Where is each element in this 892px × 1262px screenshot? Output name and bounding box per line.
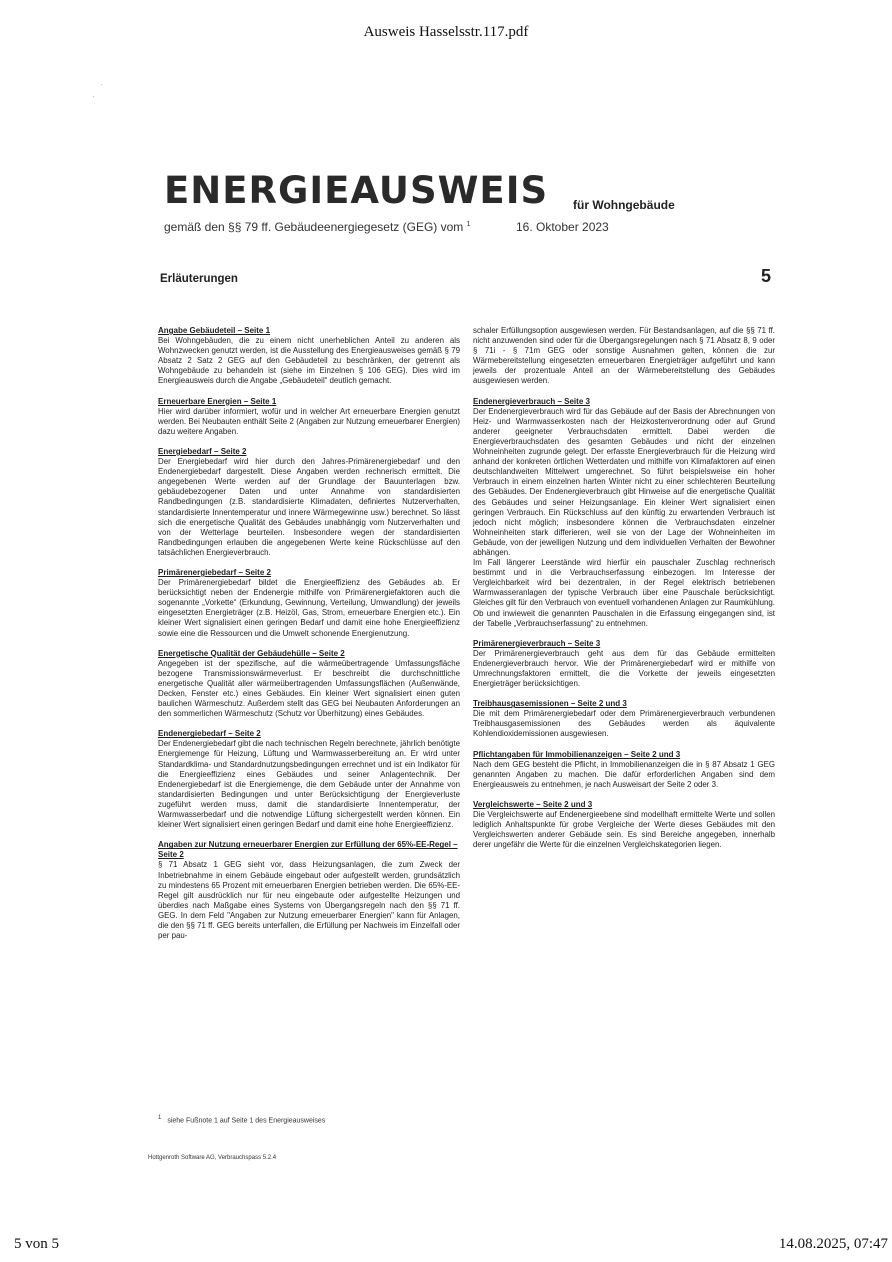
footnote-number: 1 bbox=[158, 1115, 162, 1121]
text-block bbox=[473, 699, 775, 739]
block-text: § 71 Absatz 1 GEG sieht vor, dass Heizungsanlagen, die zum Zweck der Inbetriebnahme in einem Gebäude eingebaut oder aufgestellt werden, grundsätzlich zu mindestens 65 Prozent mit erneuerbaren Energien betrieben werden. Die 65%-EE-Regel gilt ausdrücklich nur für neu eingebaute oder aufgestellte Heizungen und überdies nach Maßgabe eines Systems von Übergangsregeln nach den §§ 71 ff. GEG. In dem Feld "Angaben zur Nutzung erneuerbarer Energien" kann für Anlagen, die den §§ 71 ff. GEG bereits unterfallen, die Erfüllung per Nachweis im Einzelfall oder per pau- bbox=[158, 860, 460, 941]
block-heading: Energiebedarf – Seite 2 bbox=[158, 446, 247, 456]
text-block bbox=[158, 649, 460, 720]
section-title: Erläuterungen bbox=[160, 273, 238, 285]
document-subtitle: gemäß den §§ 79 ff. Gebäudeenergiegesetz (GEG) vom $^1$ bbox=[164, 220, 471, 234]
text-block bbox=[473, 397, 775, 629]
block-heading: Erneuerbare Energien – Seite 1 bbox=[158, 396, 277, 406]
block-text: Hier wird darüber informiert, wofür und in welcher Art erneuerbare Energien genutzt werden. Bei Neubauten enthält Seite 2 (Angaben zur Nutzung erneuerbarer Energien) dazu weitere Angaben. bbox=[158, 406, 460, 436]
block-heading: Energetische Qualität der Gebäudehülle – Seite 2 bbox=[158, 648, 345, 658]
document-page-number: 5 bbox=[761, 266, 772, 286]
block-text: Bei Wohngebäuden, die zu einem nicht unerheblichen Anteil zu anderen als Wohnzwecken genutzt werden, ist die Ausstellung des Energieausweises gemäß § 79 Absatz 2 Satz 2 GEG auf den Gebäudeteil zu beschränken, der getrennt als Wohngebäude zu behandeln ist (siehe im Einzelnen § 106 GEG). Dies wird im Energieausweis durch die Angabe „Gebäudeteil“ deutlich gemacht. bbox=[158, 336, 460, 386]
document-brand-title: ENERGIEAUSWEIS bbox=[164, 169, 549, 212]
block-heading: Endenergiebedarf – Seite 2 bbox=[158, 729, 261, 739]
block-heading: Pflichtangaben für Immobilienanzeigen – Seite 2 und 3 bbox=[473, 749, 681, 759]
text-block bbox=[158, 447, 460, 558]
footnote bbox=[158, 1115, 325, 1124]
block-heading: Primärenergiebedarf – Seite 2 bbox=[158, 567, 271, 577]
scan-speck: · bbox=[100, 80, 103, 89]
energy-certificate-page bbox=[148, 168, 788, 1178]
block-text: Der Primärenergiebedarf bildet die Energieeffizienz des Gebäudes ab. Er berücksichtigt neben der Endenergie mithilfe von Primärenergiefaktoren auch die sogenannte „Vorkette“ (Erkundung, Gewinnung, Verteilung, Umwandlung) der jeweils eingesetzten Energieträger (z.B. Heizöl, Gas, Strom, erneuerbare Energien etc.). Ein kleiner Wert signalisiert einen geringen Bedarf und damit eine hohe Energieeffizienz sowie eine die Ressourcen und die Umwelt schonende Energienutzung. bbox=[158, 578, 460, 638]
block-text: schaler Erfüllungsoption ausgewiesen werden. Für Bestandsanlagen, auf die §§ 71 ff. nicht anzuwenden sind oder für die Übergangsregelungen nach § 71 Absatz 8, 9 oder § 71i - § 71m GEG oder sonstige Ausnahmen gelten, können die zur Wärmebereitstellung eingesetzten erneuerbaren Energieträger aufgeführt und kann jeweils der prozentuale Anteil an der Wärmebereitstellung des Gebäudes ausgewiesen werden. bbox=[473, 326, 775, 386]
browser-title: Ausweis Hasselsstr.117.pdf bbox=[363, 24, 529, 40]
footnote-text: siehe Fußnote 1 auf Seite 1 des Energieausweises bbox=[167, 1117, 326, 1125]
text-block bbox=[158, 729, 460, 830]
text-block bbox=[158, 840, 460, 941]
text-block bbox=[158, 326, 460, 387]
block-heading: Primärenergieverbrauch – Seite 3 bbox=[473, 638, 601, 648]
block-heading: Angaben zur Nutzung erneuerbarer Energien zur Erfüllung der 65%-EE-Regel – Seite 2 bbox=[158, 840, 458, 860]
text-block bbox=[473, 639, 775, 689]
block-text: Der Energiebedarf wird hier durch den Jahres-Primärenergiebedarf und den Endenergiebedarf dargestellt. Diese Angaben werden rechnerisch ermittelt. Die angegebenen Werte werden auf der Grundlage der Bauunterlagen bzw. gebäudebezogener Daten und unter Annahme von standardisierten Randbedingungen (z.B. standardisierte Klimadaten, definiertes Nutzerverhalten, standardisierte Innentemperatur und innere Wärmegewinne usw.) berechnet. So lässt sich die energetische Qualität des Gebäudes unabhängig vom Nutzerverhalten und von der Wetterlage beurteilen. Insbesondere wegen der standardisierten Randbedingungen erlauben die angegebenen Werte keine Rückschlüsse auf den tatsächlichen Energieverbrauch. bbox=[158, 457, 460, 557]
block-text: Der Endenergiebedarf gibt die nach technischen Regeln berechnete, jährlich benötigte Energiemenge für Heizung, Lüftung und Warmwasserbereitung an. Er wird unter Standardklima- und Standardnutzungsbedingungen errechnet und ist ein Indikator für die Energieeffizienz eines Gebäudes und seiner Anlagentechnik. Der Endenergiebedarf ist die Energiemenge, die dem Gebäude unter der Annahme von standardisierten Bedingungen und unter Berücksichtigung der Energieverluste zugeführt werden muss, damit die standardisierte Innentemperatur, der Warmwasserbedarf und die notwendige Lüftung sichergestellt werden können. Ein kleiner Wert signalisiert einen geringen Bedarf und damit eine hohe Energieeffizienz. bbox=[158, 739, 460, 830]
page-indicator: 5 von 5 bbox=[14, 1236, 59, 1252]
left-column bbox=[158, 326, 460, 951]
block-heading: Treibhausgasemissionen – Seite 2 und 3 bbox=[473, 699, 627, 709]
text-block bbox=[158, 568, 460, 639]
print-timestamp: 14.08.2025, 07:47 bbox=[778, 1236, 888, 1252]
block-heading: Vergleichswerte – Seite 2 und 3 bbox=[473, 799, 593, 809]
text-block bbox=[473, 326, 775, 387]
text-block bbox=[473, 750, 775, 790]
right-column bbox=[473, 326, 775, 860]
document-date: 16. Oktober 2023 bbox=[516, 220, 609, 234]
block-text-continued: Im Fall längerer Leerstände wird hierfür ein pauschaler Zuschlag rechnerisch bestimmt und in die Verbrauchserfassung einbezogen. Im Interesse der Vergleichbarkeit wird bei dezentralen, in der Regel elektrisch betriebenen Warmwasseranlagen der typische Verbrauch über eine Pauschale berücksichtigt. Gleiches gilt für den Verbrauch von eventuell vorhandenen Anlagen zur Raumkühlung. Ob und inwieweit die genannten Pauschalen in die Erfassung eingegangen sind, ist der Tabelle „Verbrauchserfassung“ zu entnehmen. bbox=[473, 558, 775, 628]
scan-speck: · bbox=[92, 92, 95, 101]
block-text: Der Endenergieverbrauch wird für das Gebäude auf der Basis der Abrechnungen von Heiz- und Warmwasserkosten nach der Heizkostenverordnung oder auf Grund anderer geeigneter Verbrauchsdaten ermittelt. Dabei werden die Energieverbrauchsdaten des gesamten Gebäudes und nicht der einzelnen Wohneinheiten zugrunde gelegt. Der erfasste Energieverbrauch für die Heizung wird anhand der konkreten örtlichen Wetterdaten und mithilfe von Klimafaktoren auf einen deutschlandweiten Mittelwert umgerechnet. So führt beispielsweise ein hoher Verbrauch in einem einzelnen harten Winter nicht zu einer schlechteren Beurteilung des Gebäudes. Der Endenergieverbrauch gibt Hinweise auf die energetische Qualität des Gebäudes und seiner Heizungsanlage. Ein kleiner Wert signalisiert einen geringen Verbrauch. Ein Rückschluss auf den künftig zu erwartenden Verbrauch ist jedoch nicht möglich; insbesondere können die Verbrauchsdaten einzelner Wohneinheiten stark differieren, weil sie von der Lage der Wohneinheiten im Gebäude, von der jeweiligen Nutzung und dem individuellen Verhalten der Bewohner abhängen. bbox=[473, 406, 775, 557]
block-text: Die mit dem Primärenergiebedarf oder dem Primärenergieverbrauch verbundenen Treibhausgasemissionen des Gebäudes werden als äquivalente Kohlendioxidemissionen ausgewiesen. bbox=[473, 709, 775, 739]
block-text: Die Vergleichswerte auf Endenergieebene sind modellhaft ermittelte Werte und sollen lediglich Anhaltspunkte für grobe Vergleiche der Werte dieses Gebäudes mit den Vergleichswerten anderer Gebäude sein. Es sind Bereiche angegeben, innerhalb derer ungefähr die Werte für die einzelnen Vergleichskategorien liegen. bbox=[473, 810, 775, 850]
block-heading: Angabe Gebäudeteil – Seite 1 bbox=[158, 326, 271, 335]
text-block bbox=[473, 800, 775, 850]
block-text: Nach dem GEG besteht die Pflicht, in Immobilienanzeigen die in § 87 Absatz 1 GEG genannten Angaben zu machen. Die dafür erforderlichen Angaben sind dem Energieausweis zu entnehmen, je nach Ausweisart der Seite 2 oder 3. bbox=[473, 759, 775, 789]
text-block bbox=[158, 397, 460, 437]
block-text: Der Primärenergieverbrauch geht aus dem für das Gebäude ermittelten Endenergieverbrauch hervor. Wie der Primärenergiebedarf wird er mithilfe von Umrechnungsfaktoren ermittelt, die die Vorkette der jeweils eingesetzten Energieträger berücksichtigen. bbox=[473, 648, 775, 689]
footnote-mark: 1 bbox=[466, 221, 471, 228]
block-heading: Endenergieverbrauch – Seite 3 bbox=[473, 396, 590, 406]
software-note: Hottgenroth Software AG, Verbrauchspass 5.2.4 bbox=[148, 1155, 277, 1161]
document-type: für Wohngebäude bbox=[573, 198, 675, 212]
block-text: Angegeben ist der spezifische, auf die wärmeübertragende Umfassungsfläche bezogene Transmissionswärmeverlust. Er beschreibt die durchschnittliche energetische Qualität aller wärmeübertragenden Umfassungsflächen (Außenwände, Decken, Fenster etc.) eines Gebäudes. Ein kleiner Wert signalisiert einen guten baulichen Wärmeschutz. Außerdem stellt das GEG bei Neubauten Anforderungen an den sommerlichen Wärmeschutz (Schutz vor Überhitzung) eines Gebäudes. bbox=[158, 658, 460, 719]
